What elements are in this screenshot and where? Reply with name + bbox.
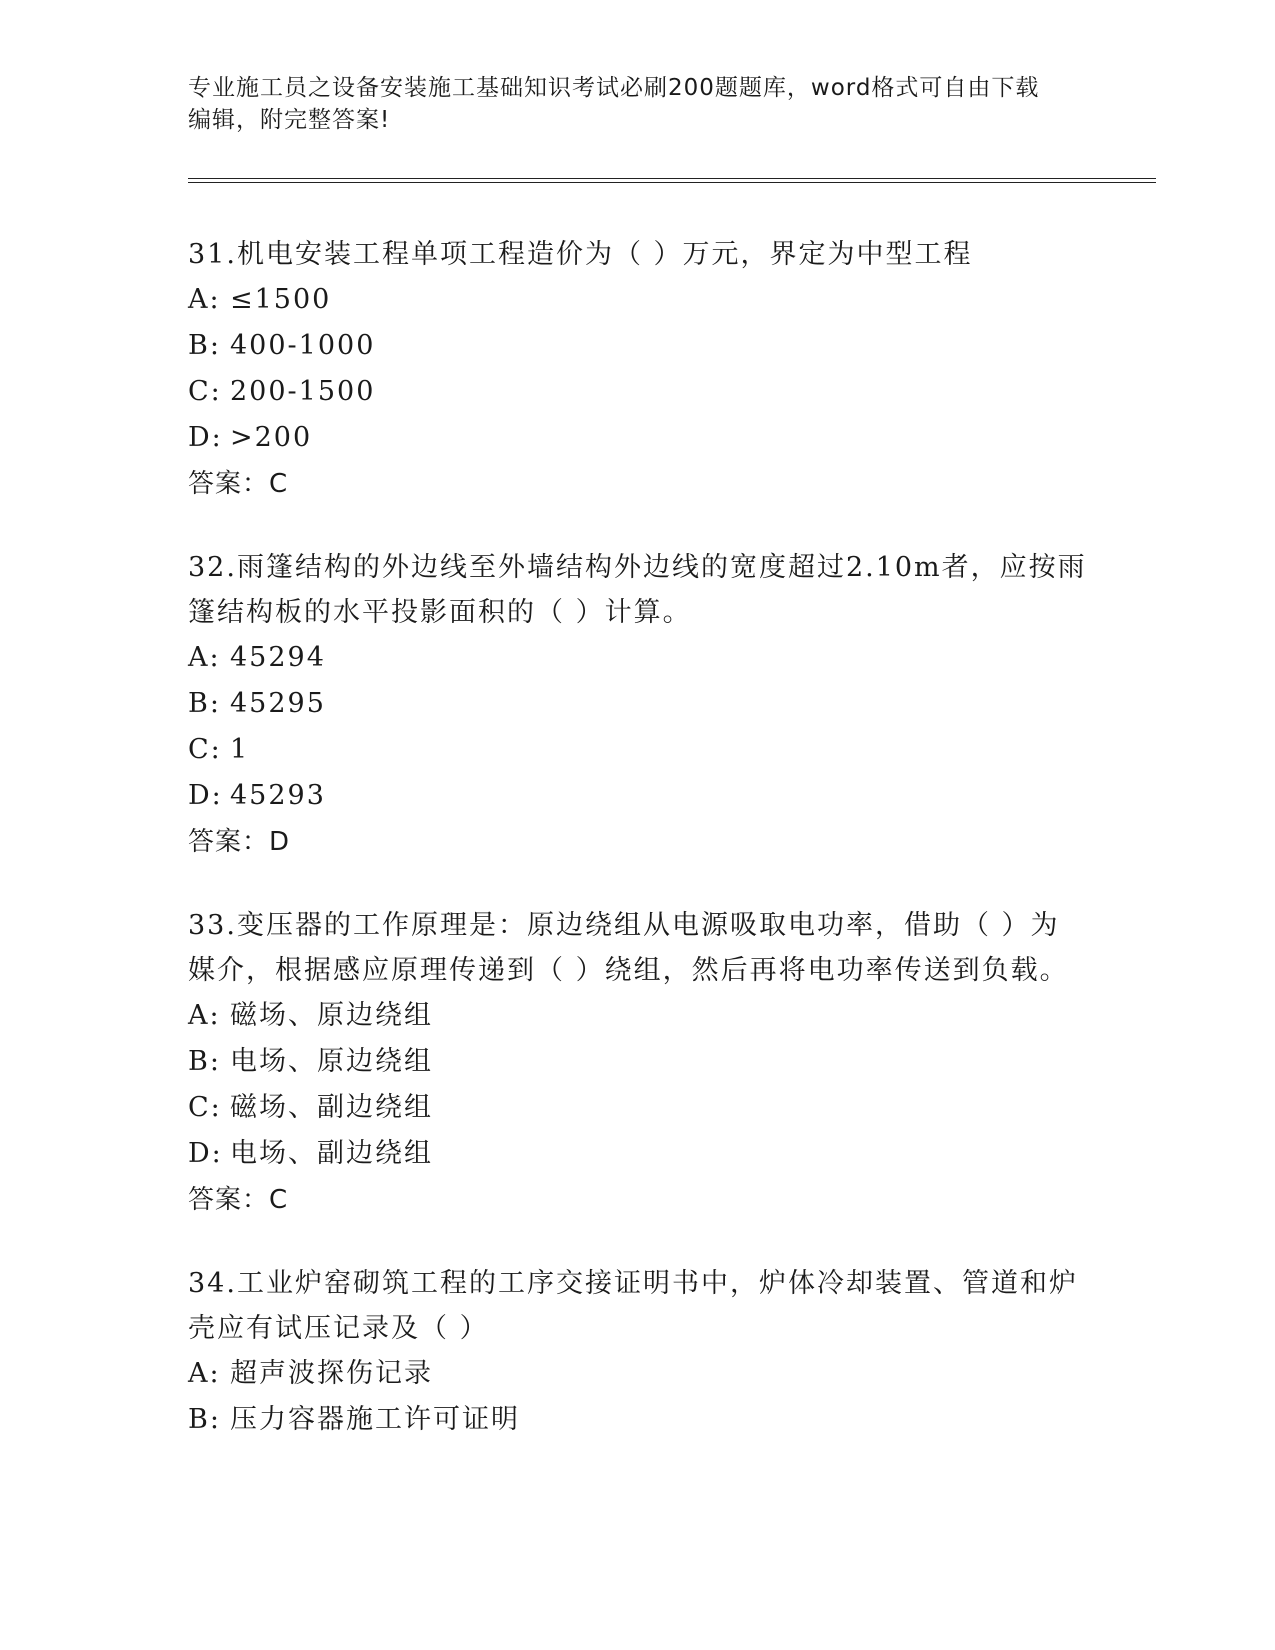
question-stem-line: 32.雨篷结构的外边线至外墙结构外边线的宽度超过2.10m者，应按雨 [188,552,1087,583]
option-letter: D: [188,422,223,453]
answer-option [188,1131,1088,1177]
option-text: 200-1500 [230,376,376,407]
answer-option [188,369,1088,415]
option-text: ≤1500 [230,284,332,315]
answer-value: D [269,827,291,857]
answer-option [188,727,1088,773]
option-text: 45295 [230,688,326,719]
answer-option [188,635,1088,681]
answer-value: C [269,1185,289,1215]
option-letter: A: [188,1000,221,1031]
option-text: >200 [230,422,313,453]
option-text: 400-1000 [230,330,376,361]
question-stem-line: 媒介，根据感应原理传递到（ ）绕组，然后再将电功率传送到负载。 [188,955,1069,986]
question-block [188,1261,1088,1443]
option-letter: D: [188,1138,223,1169]
option-text: 磁场、副边绕组 [230,1092,433,1123]
question-list [188,232,1088,1481]
question-stem-line: 31.机电安装工程单项工程造价为（ ）万元，界定为中型工程 [188,239,973,270]
question-stem-line: 34.工业炉窑砌筑工程的工序交接证明书中，炉体冷却装置、管道和炉 [188,1268,1078,1299]
option-letter: A: [188,284,221,315]
answer-line [188,1177,1088,1223]
option-text: 磁场、原边绕组 [230,1000,433,1031]
option-letter: A: [188,1358,221,1389]
header-title-line-2: 编辑，附完整答案! [188,107,391,133]
answer-value: C [269,469,289,499]
option-letter: D: [188,780,223,811]
header-title-line-1: 专业施工员之设备安装施工基础知识考试必刷200题题库，word格式可自由下载 [188,75,1040,101]
answer-option [188,1397,1088,1443]
option-letter: B: [188,1046,221,1077]
answer-label: 答案： [188,1185,270,1215]
answer-label: 答案： [188,469,270,499]
answer-line [188,461,1088,507]
question-block [188,545,1088,865]
option-letter: B: [188,688,221,719]
answer-option [188,993,1088,1039]
option-letter: A: [188,642,221,673]
option-text: 电场、副边绕组 [230,1138,433,1169]
document-header [188,72,1068,136]
option-letter: B: [188,330,221,361]
question-stem-line: 33.变压器的工作原理是：原边绕组从电源吸取电功率，借助（ ）为 [188,910,1060,941]
option-text: 压力容器施工许可证明 [230,1404,520,1435]
question-block [188,232,1088,507]
answer-label: 答案： [188,827,270,857]
question-block [188,903,1088,1223]
option-text: 超声波探伤记录 [230,1358,433,1389]
question-stem-line: 壳应有试压记录及（ ） [188,1313,489,1344]
header-divider [188,178,1156,183]
answer-option [188,773,1088,819]
answer-option [188,681,1088,727]
answer-option [188,1085,1088,1131]
option-text: 1 [230,734,250,765]
option-letter: C: [188,734,222,765]
option-text: 电场、原边绕组 [230,1046,433,1077]
answer-option [188,323,1088,369]
option-letter: C: [188,1092,222,1123]
answer-line [188,819,1088,865]
option-letter: C: [188,376,222,407]
option-letter: B: [188,1404,221,1435]
option-text: 45293 [230,780,326,811]
answer-option [188,1351,1088,1397]
answer-option [188,277,1088,323]
option-text: 45294 [230,642,326,673]
answer-option [188,415,1088,461]
question-stem-line: 篷结构板的水平投影面积的（ ）计算。 [188,597,692,628]
answer-option [188,1039,1088,1085]
